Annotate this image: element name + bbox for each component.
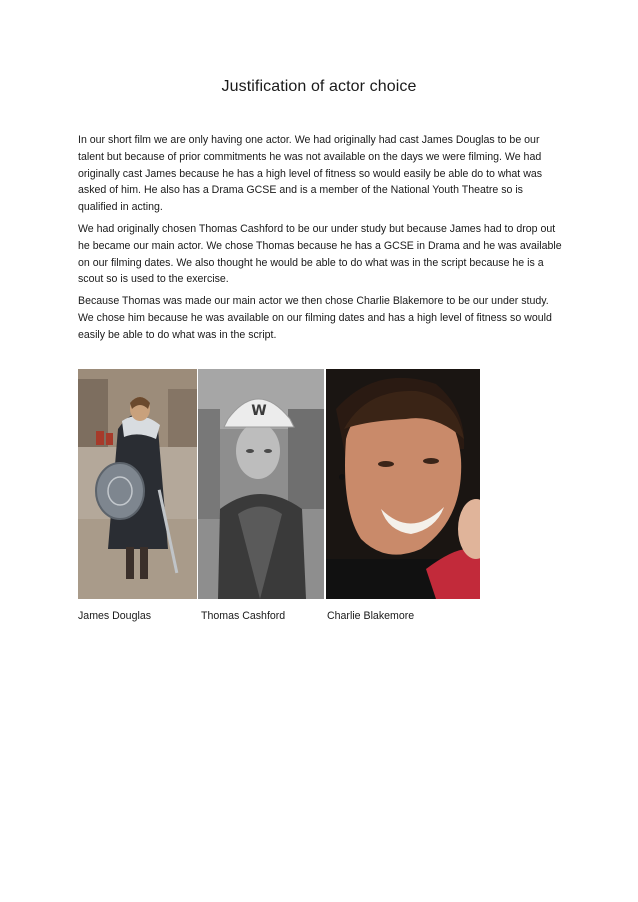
paragraph-1: In our short film we are only having one actor. We had originally had cast James Douglas to be our talent but because of prior commitments he was not available on the days we were filming. We had originally cast James because he has a high level of fitness so would easily be able do to what was asked of him. He also has a Drama GCSE and is a member of the National Youth Theatre so is qualified in acting.: [78, 134, 543, 214]
photo-charlie-blakemore: [326, 369, 480, 599]
document-title: Justification of actor choice: [221, 78, 417, 95]
caption-thomas-cashford: Thomas Cashford: [201, 610, 286, 622]
svg-text:W: W: [251, 403, 267, 419]
document-body: [78, 132, 562, 349]
caption-james-douglas: James Douglas: [78, 610, 152, 622]
caption-charlie-blakemore: Charlie Blakemore: [327, 610, 415, 622]
paragraph-2: We had originally chosen Thomas Cashford to be our under study but because James had to drop out he became our main actor. We chose Thomas because he has a GCSE in Drama and he was available on our filming dates. We also thought he would be able to do what was in the script because he is a scout so is used to the exercise.: [78, 222, 562, 286]
photo-thomas-cashford: [198, 369, 324, 599]
paragraph-3: Because Thomas was made our main actor we then chose Charlie Blakemore to be our under study. We chose him because he was available on our filming dates and has a high level of fitness so would easily be able to do what was in the script.: [78, 295, 552, 341]
photo-james-douglas: [78, 369, 197, 599]
